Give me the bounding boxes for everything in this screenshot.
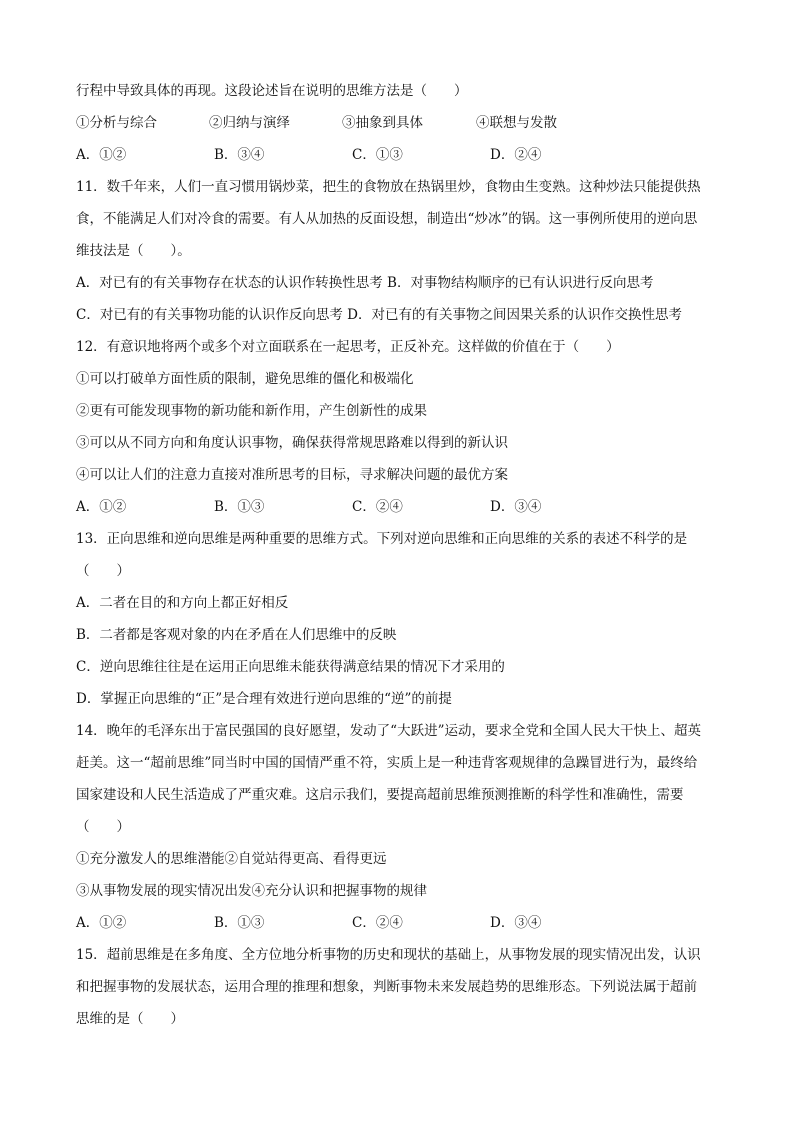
q12-stem: 12．有意识地将两个或多个对立面联系在一起思考，正反补充。这样做的价值在于（ ） [76, 339, 620, 355]
q10-statement-4: ④联想与发散 [476, 115, 557, 131]
q12-choice-c[interactable]: C．②④ [352, 499, 403, 515]
q10-choice-a[interactable]: A．①② [76, 147, 127, 163]
q14-choice-c[interactable]: C．②④ [352, 915, 403, 931]
q14-statements-1-2: ①充分激发人的思维潜能②自觉站得更高、看得更远 [76, 851, 387, 867]
q10-stem-tail: 行程中导致具体的再现。这段论述旨在说明的思维方法是（ ） [76, 83, 468, 99]
q11-stem-line-2: 食，不能满足人们对冷食的需要。有人从加热的反面设想，制造出“炒冰”的锅。这一事例所使用的逆向思 [76, 211, 698, 227]
q12-choice-b[interactable]: B．①③ [214, 499, 265, 515]
q14-statements-3-4: ③从事物发展的现实情况出发④充分认识和把握事物的规律 [76, 883, 427, 899]
q10-statement-3: ③抽象到具体 [342, 115, 423, 131]
q14-stem-line-2: 赶美。这一“超前思维”同当时中国的国情严重不符，实质上是一种违背客观规律的急躁冒进行为，最终给 [76, 755, 698, 771]
q15-stem-line-1: 15．超前思维是在多角度、全方位地分析事物的历史和现状的基础上，从事物发展的现实情况出发，认识 [76, 947, 701, 963]
q14-stem-line-4: （ ） [76, 819, 130, 835]
q13-stem-line-1: 13．正向思维和逆向思维是两种重要的思维方式。下列对逆向思维和正向思维的关系的表述不科学的是 [76, 531, 688, 547]
q11-stem-line-3: 维技法是（ ）。 [76, 243, 191, 259]
q11-choice-line-ab[interactable]: A．对已有的有关事物存在状态的认识作转换性思考 B．对事物结构顺序的已有认识进行反向思考 [76, 275, 654, 291]
q15-stem-line-3: 思维的是（ ） [76, 1011, 184, 1027]
q11-choice-line-cd[interactable]: C．对已有的有关事物功能的认识作反向思考 D．对已有的有关事物之间因果关系的认识作交换性思考 [76, 307, 682, 323]
q12-choice-d[interactable]: D．③④ [490, 499, 542, 515]
q12-statement-3: ③可以从不同方向和角度认识事物，确保获得常规思路难以得到的新认识 [76, 435, 508, 451]
q10-statement-2: ②归纳与演绎 [209, 115, 290, 131]
q13-stem-line-2: （ ） [76, 563, 130, 579]
q14-choice-d[interactable]: D．③④ [490, 915, 542, 931]
q14-choice-b[interactable]: B．①③ [214, 915, 265, 931]
q14-stem-line-3: 国家建设和人民生活造成了严重灾难。这启示我们，要提高超前思维预测推断的科学性和准确性，需要 [76, 787, 684, 803]
q10-statement-1: ①分析与综合 [76, 115, 157, 131]
q10-choice-d[interactable]: D．②④ [490, 147, 542, 163]
q10-choice-b[interactable]: B．③④ [214, 147, 265, 163]
q12-statement-1: ①可以打破单方面性质的限制，避免思维的僵化和极端化 [76, 371, 414, 387]
q12-statement-4: ④可以让人们的注意力直接对准所思考的目标，寻求解决问题的最优方案 [76, 467, 508, 483]
q13-choice-b[interactable]: B．二者都是客观对象的内在矛盾在人们思维中的反映 [76, 627, 397, 643]
q14-choice-a[interactable]: A．①② [76, 915, 127, 931]
q15-stem-line-2: 和把握事物的发展状态，运用合理的推理和想象，判断事物未来发展趋势的思维形态。下列说法属于超前 [76, 979, 697, 995]
q11-stem-line-1: 11．数千年来，人们一直习惯用锅炒菜，把生的食物放在热锅里炒，食物由生变熟。这种炒法只能提供热 [76, 179, 701, 195]
q12-choice-a[interactable]: A．①② [76, 499, 127, 515]
q13-choice-c[interactable]: C．逆向思维往往是在运用正向思维未能获得满意结果的情况下才采用的 [76, 659, 505, 675]
q10-choice-c[interactable]: C．①③ [352, 147, 403, 163]
q13-choice-d[interactable]: D．掌握正向思维的“正”是合理有效进行逆向思维的“逆”的前提 [76, 691, 452, 707]
q13-choice-a[interactable]: A．二者在目的和方向上都正好相反 [76, 595, 289, 611]
q14-stem-line-1: 14．晚年的毛泽东出于富民强国的良好愿望，发动了“大跃进”运动，要求全党和全国人民大干快上、超英 [76, 723, 701, 739]
q12-statement-2: ②更有可能发现事物的新功能和新作用，产生创新性的成果 [76, 403, 427, 419]
